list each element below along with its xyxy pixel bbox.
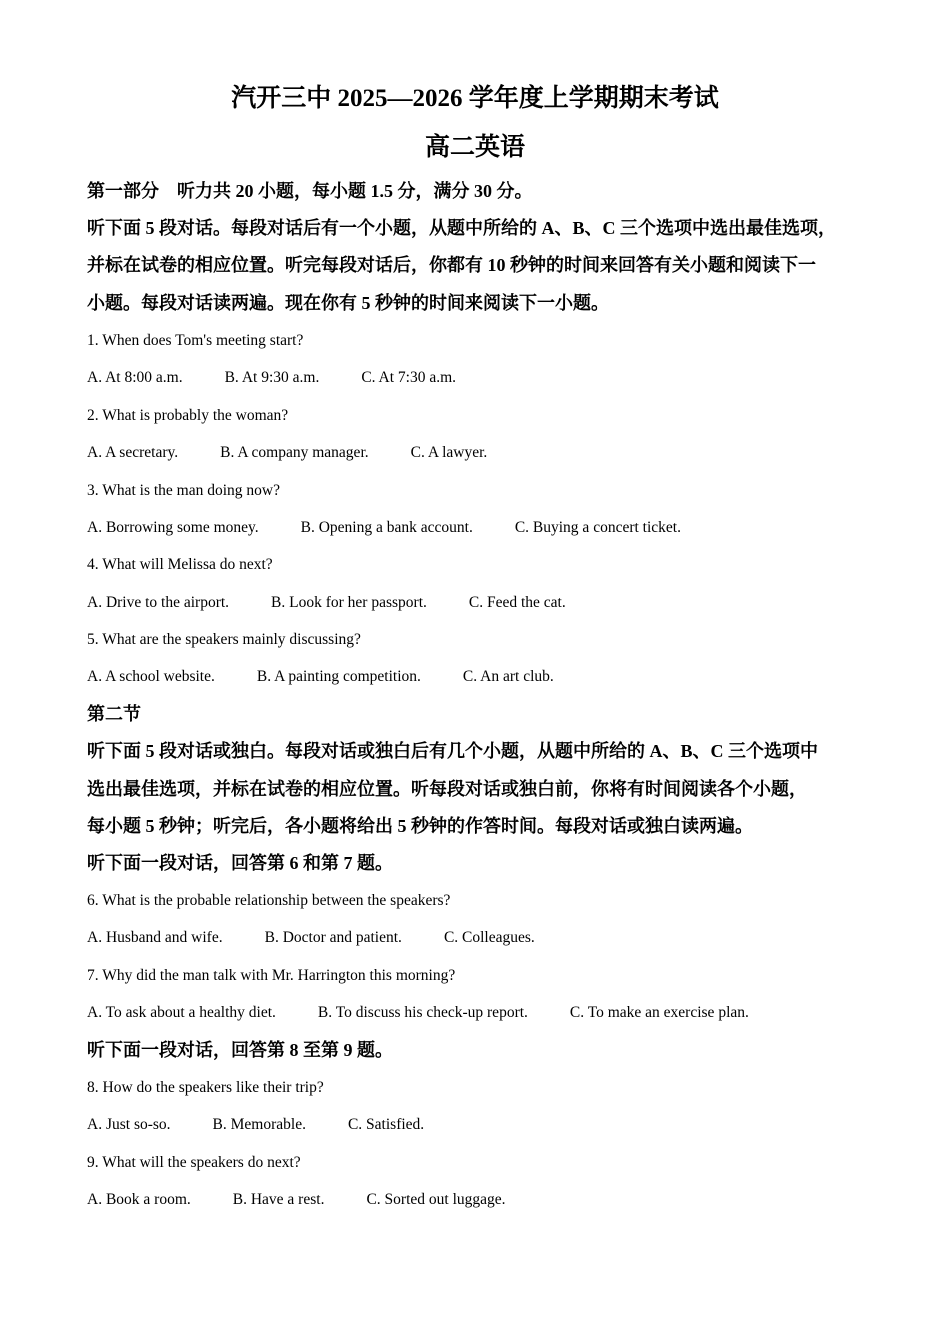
question-9-options [87,1189,506,1211]
question-7: 7. Why did the man talk with Mr. Harrington this morning? [87,967,456,984]
option-c: C. To make an exercise plan. [569,1004,749,1021]
exam-title: 汽开三中 2025—2026 学年度上学期期末考试 [231,85,719,112]
question-3: 3. What is the man doing now? [87,482,281,499]
part1-heading: 第一部分 听力共 20 小题，每小题 1.5 分，满分 30 分。 [87,181,533,201]
section2-instruction-line: 听下面 5 段对话或独白。每段对话或独白后有几个小题，从题中所给的 A、B、C 三个选项中 [87,741,818,761]
option-c: C. Feed the cat. [468,594,566,611]
option-a: A. Borrowing some money. [87,519,259,536]
question-3-options [87,517,681,539]
question-5-options [87,666,554,688]
part1-instruction-line: 听下面 5 段对话。每段对话后有一个小题，从题中所给的 A、B、C 三个选项中选出最佳选项， [87,218,836,238]
question-1: 1. When does Tom's meeting start? [87,332,304,349]
question-4-options [87,592,566,614]
section2-instruction-line: 选出最佳选项，并标在试卷的相应位置。听每段对话或独白前，你将有时间阅读各个小题， [87,779,807,799]
part1-instruction-line: 小题。每段对话读两遍。现在你有 5 秒钟的时间来阅读下一小题。 [87,293,609,313]
option-c: C. A lawyer. [410,444,488,461]
question-5: 5. What are the speakers mainly discussing? [87,631,361,648]
option-c: C. Buying a concert ticket. [514,519,681,536]
option-b: B. Doctor and patient. [264,929,402,946]
option-b: B. Opening a bank account. [300,519,473,536]
option-a: A. Husband and wife. [87,929,223,946]
question-4: 4. What will Melissa do next? [87,556,273,573]
option-b: B. Have a rest. [232,1191,325,1208]
option-a: A. A secretary. [87,444,179,461]
option-a: A. Book a room. [87,1191,191,1208]
option-a: A. A school website. [87,668,215,685]
option-c: C. An art club. [462,668,554,685]
option-c: C. At 7:30 a.m. [361,369,457,386]
option-a: A. Just so-so. [87,1116,171,1133]
group-heading-6-7: 听下面一段对话，回答第 6 和第 7 题。 [87,853,393,873]
option-a: A. At 8:00 a.m. [87,369,183,386]
section2-heading: 第二节 [87,704,141,724]
question-8-options [87,1114,424,1136]
option-c: C. Colleagues. [443,929,535,946]
option-a: A. To ask about a healthy diet. [87,1004,276,1021]
part1-instruction-line: 并标在试卷的相应位置。听完每段对话后，你都有 10 秒钟的时间来回答有关小题和阅读下一 [87,255,816,275]
option-b: B. Look for her passport. [271,594,427,611]
question-6-options [87,927,535,949]
section2-instruction-line: 每小题 5 秒钟；听完后，各小题将给出 5 秒钟的作答时间。每段对话或独白读两遍。 [87,816,753,836]
question-7-options [87,1002,749,1024]
question-9: 9. What will the speakers do next? [87,1154,301,1171]
option-b: B. At 9:30 a.m. [224,369,320,386]
option-c: C. Satisfied. [347,1116,425,1133]
question-2-options [87,442,487,464]
exam-subtitle: 高二英语 [424,134,525,161]
question-8: 8. How do the speakers like their trip? [87,1079,324,1096]
option-a: A. Drive to the airport. [87,594,230,611]
option-c: C. Sorted out luggage. [366,1191,506,1208]
question-1-options [87,367,456,389]
question-2: 2. What is probably the woman? [87,407,289,424]
option-b: B. To discuss his check-up report. [317,1004,528,1021]
option-b: B. A company manager. [220,444,369,461]
group-heading-8-9: 听下面一段对话，回答第 8 至第 9 题。 [87,1040,393,1060]
option-b: B. Memorable. [212,1116,306,1133]
option-b: B. A painting competition. [256,668,421,685]
question-6: 6. What is the probable relationship between the speakers? [87,892,451,909]
